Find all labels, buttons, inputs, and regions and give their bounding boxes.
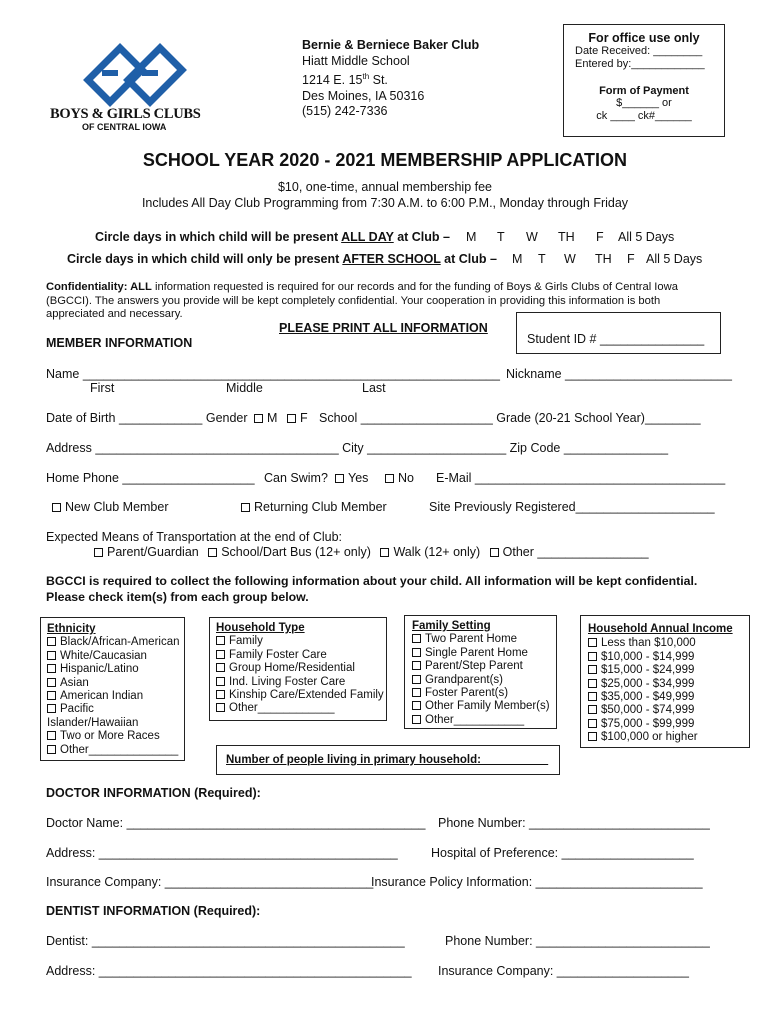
city-state-zip: Des Moines, IA 50316	[302, 88, 425, 103]
checkbox-icon[interactable]	[216, 663, 225, 672]
hospital-preference-field[interactable]: Hospital of Preference: ___________________	[431, 846, 694, 860]
checkbox-icon[interactable]	[588, 692, 597, 701]
after-school-monday[interactable]: M	[512, 252, 523, 266]
income-title: Household Annual Income	[588, 623, 733, 635]
checkbox-icon[interactable]	[216, 636, 225, 645]
address-city-zip-field[interactable]: Address ___________________________________ City ____________________ Zip Code _______________	[46, 441, 669, 455]
ethnicity-option[interactable]: Asian	[47, 677, 184, 690]
income-option[interactable]: $10,000 - $14,999	[588, 651, 749, 664]
checkbox-icon[interactable]	[412, 701, 421, 710]
all-day-wednesday[interactable]: W	[526, 230, 538, 244]
all-day-label: Circle days in which child will be present ALL DAY at Club –	[95, 230, 450, 244]
ethnicity-box	[40, 617, 185, 761]
ethnicity-option[interactable]: Two or More Races	[47, 730, 184, 743]
new-member-option[interactable]: New Club Member	[52, 500, 169, 514]
office-use-box	[563, 24, 725, 137]
checkbox-icon[interactable]	[588, 679, 597, 688]
programming-line: Includes All Day Club Programming from 7:30 A.M. to 6:00 P.M., Monday through Friday	[141, 196, 629, 210]
household-count-field[interactable]: Number of people living in primary household: __________	[226, 754, 549, 766]
dob-field[interactable]: Date of Birth ____________ Gender	[46, 411, 248, 425]
dentist-insurance-field[interactable]: Insurance Company: ___________________	[438, 964, 689, 978]
checkbox-icon[interactable]	[216, 690, 225, 699]
club-phone: (515) 242-7336	[302, 104, 388, 119]
income-option[interactable]: $50,000 - $74,999	[588, 704, 749, 717]
household-type-option[interactable]: Family	[216, 635, 386, 648]
checkbox-icon[interactable]	[216, 650, 225, 659]
checkbox-icon[interactable]	[287, 414, 296, 423]
income-option[interactable]: $100,000 or higher	[588, 731, 749, 744]
household-type-title: Household Type	[216, 622, 305, 634]
nickname-field[interactable]: Nickname ________________________	[506, 367, 732, 381]
bgcci-note: BGCCI is required to collect the following information about your child. All information will be kept confidential. Please check item(s) from each group below.	[46, 574, 698, 604]
transport-other-option[interactable]: Other ________________	[490, 545, 649, 559]
checkbox-icon[interactable]	[385, 474, 394, 483]
checkbox-icon[interactable]	[412, 675, 421, 684]
site-previously-field[interactable]: Site Previously Registered____________________	[429, 500, 715, 514]
payment-check: ck ____ ck#______	[596, 110, 692, 122]
checkbox-icon[interactable]	[588, 705, 597, 714]
dentist-info-heading: DENTIST INFORMATION (Required):	[46, 904, 261, 918]
member-info-heading: MEMBER INFORMATION	[46, 336, 193, 350]
checkbox-icon[interactable]	[335, 474, 344, 483]
student-id-field[interactable]: Student ID # _______________	[527, 332, 705, 346]
checkbox-icon[interactable]	[490, 548, 499, 557]
family-setting-title: Family Setting	[412, 620, 491, 632]
logo-subtitle: OF CENTRAL IOWA	[82, 122, 167, 132]
doctor-address-field[interactable]: Address: ___________________________________________	[46, 846, 398, 860]
checkbox-icon[interactable]	[412, 648, 421, 657]
returning-member-option[interactable]: Returning Club Member	[241, 500, 387, 514]
household-type-option[interactable]: Kinship Care/Extended Family	[216, 689, 386, 702]
page-title: SCHOOL YEAR 2020 - 2021 MEMBERSHIP APPLICATION	[142, 150, 628, 170]
name-first-label: First	[90, 381, 115, 395]
payment-amount: $______ or	[616, 97, 672, 109]
transport-options	[94, 545, 649, 559]
checkbox-icon[interactable]	[208, 548, 217, 557]
family-setting-option[interactable]: Other Family Member(s)	[412, 700, 556, 713]
checkbox-icon[interactable]	[412, 688, 421, 697]
checkbox-icon[interactable]	[254, 414, 263, 423]
club-address	[302, 38, 479, 120]
school-grade-field[interactable]: School ___________________ Grade (20-21 School Year)________	[319, 411, 701, 425]
checkbox-icon[interactable]	[412, 661, 421, 670]
doctor-phone-field[interactable]: Phone Number: __________________________	[438, 816, 710, 830]
family-setting-option[interactable]: Grandparent(s)	[412, 674, 556, 687]
all-day-all-days[interactable]: All 5 Days	[618, 230, 675, 244]
confidentiality-note: Confidentiality: ALL information requested is required for our records and for the funding of Boys & Girls Clubs of Central Iowa (BGCCI). The answers you provide will be kept completely confidential. Your cooperation in providing this information is both appreciated and necessary.	[46, 281, 678, 320]
income-box	[580, 615, 750, 748]
gender-female-option[interactable]: F	[287, 411, 308, 425]
student-id-box	[516, 312, 721, 354]
checkbox-icon[interactable]	[588, 638, 597, 647]
club-name: Bernie & Berniece Baker Club	[302, 38, 480, 52]
ethnicity-title: Ethnicity	[47, 623, 96, 635]
checkbox-icon[interactable]	[94, 548, 103, 557]
checkbox-icon[interactable]	[241, 503, 250, 512]
insurance-policy-field[interactable]: Insurance Policy Information: ________________________	[371, 875, 703, 889]
checkbox-icon[interactable]	[216, 703, 225, 712]
household-type-option[interactable]: Ind. Living Foster Care	[216, 676, 386, 689]
clubs-logo-icon	[80, 40, 190, 110]
checkbox-icon[interactable]	[216, 677, 225, 686]
checkbox-icon[interactable]	[588, 732, 597, 741]
street-address: 1214 E. 15th St.	[302, 72, 388, 88]
family-setting-option[interactable]: Two Parent Home	[412, 633, 556, 646]
household-type-option[interactable]: Family Foster Care	[216, 649, 386, 662]
dentist-address-field[interactable]: Address: _____________________________________________	[46, 964, 412, 978]
ethnicity-option[interactable]: Hispanic/Latino	[47, 663, 184, 676]
transport-label: Expected Means of Transportation at the end of Club:	[46, 530, 343, 544]
all-day-friday[interactable]: F	[596, 230, 604, 244]
school-name: Hiatt Middle School	[302, 53, 410, 68]
checkbox-icon[interactable]	[47, 664, 56, 673]
after-school-wednesday[interactable]: W	[564, 252, 576, 266]
name-middle-label: Middle	[226, 381, 263, 395]
home-phone-field[interactable]: Home Phone ___________________	[46, 471, 255, 485]
please-print-heading: PLEASE PRINT ALL INFORMATION	[279, 321, 488, 335]
gender-male-option[interactable]: M	[254, 411, 277, 425]
income-option[interactable]: $75,000 - $99,999	[588, 718, 749, 731]
form-of-payment-label: Form of Payment	[599, 85, 689, 97]
transport-bus-option[interactable]: School/Dart Bus (12+ only)	[208, 545, 371, 559]
ethnicity-option[interactable]: Black/African-American	[47, 636, 184, 649]
checkbox-icon[interactable]	[47, 691, 56, 700]
all-day-monday[interactable]: M	[466, 230, 477, 244]
doctor-name-field[interactable]: Doctor Name: ___________________________________________	[46, 816, 426, 830]
after-school-label: Circle days in which child will only be present AFTER SCHOOL at Club –	[67, 252, 497, 266]
checkbox-icon[interactable]	[47, 731, 56, 740]
income-option[interactable]: $15,000 - $24,999	[588, 664, 749, 677]
email-field[interactable]: E-Mail ____________________________________	[436, 471, 726, 485]
ethnicity-option[interactable]: Pacific	[47, 703, 184, 716]
checkbox-icon[interactable]	[588, 652, 597, 661]
checkbox-icon[interactable]	[52, 503, 61, 512]
checkbox-icon[interactable]	[412, 715, 421, 724]
ethnicity-option[interactable]: White/Caucasian	[47, 650, 184, 663]
household-count-box	[216, 745, 560, 775]
checkbox-icon[interactable]	[588, 719, 597, 728]
household-type-option[interactable]: Group Home/Residential	[216, 662, 386, 675]
after-school-thursday[interactable]: TH	[595, 252, 612, 266]
entered-by: Entered by:____________	[575, 58, 705, 70]
name-last-label: Last	[362, 381, 386, 395]
can-swim-label: Can Swim?	[264, 471, 328, 485]
checkbox-icon[interactable]	[588, 665, 597, 674]
date-received: Date Received: ________	[575, 45, 703, 57]
family-setting-box	[404, 615, 557, 729]
all-day-thursday[interactable]: TH	[558, 230, 575, 244]
checkbox-icon[interactable]	[47, 704, 56, 713]
income-option[interactable]: Less than $10,000	[588, 637, 749, 650]
swim-yes-option[interactable]: Yes	[335, 471, 368, 485]
after-school-tuesday[interactable]: T	[538, 252, 546, 266]
fee-line: $10, one-time, annual membership fee	[277, 180, 492, 194]
transport-parent-option[interactable]: Parent/Guardian	[94, 545, 199, 559]
family-setting-option[interactable]: Foster Parent(s)	[412, 687, 556, 700]
income-option[interactable]: $25,000 - $34,999	[588, 678, 749, 691]
boys-girls-clubs-logo	[40, 38, 212, 138]
logo-name: BOYS & GIRLS CLUBS	[50, 106, 201, 122]
checkbox-icon[interactable]	[47, 651, 56, 660]
household-type-box	[209, 617, 387, 721]
office-use-title: For office use only	[588, 31, 700, 45]
checkbox-icon[interactable]	[47, 637, 56, 646]
checkbox-icon[interactable]	[412, 634, 421, 643]
income-option[interactable]: $35,000 - $49,999	[588, 691, 749, 704]
ethnicity-option[interactable]: Other______________	[47, 744, 184, 757]
checkbox-icon[interactable]	[47, 678, 56, 687]
checkbox-icon[interactable]	[47, 745, 56, 754]
dentist-name-field[interactable]: Dentist: _____________________________________________	[46, 934, 405, 948]
after-school-friday[interactable]: F	[627, 252, 635, 266]
household-type-option[interactable]: Other____________	[216, 702, 386, 715]
family-setting-option[interactable]: Parent/Step Parent	[412, 660, 556, 673]
family-setting-option[interactable]: Other___________	[412, 714, 556, 727]
all-day-tuesday[interactable]: T	[497, 230, 505, 244]
doctor-info-heading: DOCTOR INFORMATION (Required):	[46, 786, 261, 800]
ethnicity-option[interactable]: American Indian	[47, 690, 184, 703]
family-setting-option[interactable]: Single Parent Home	[412, 647, 556, 660]
checkbox-icon[interactable]	[380, 548, 389, 557]
insurance-company-field[interactable]: Insurance Company: ______________________________	[46, 875, 374, 889]
name-field[interactable]: Name ____________________________________________________________	[46, 367, 500, 381]
dentist-phone-field[interactable]: Phone Number: _________________________	[445, 934, 710, 948]
transport-walk-option[interactable]: Walk (12+ only)	[380, 545, 480, 559]
swim-no-option[interactable]: No	[385, 471, 414, 485]
after-school-all-days[interactable]: All 5 Days	[646, 252, 703, 266]
ethnicity-option-continued: Islander/Hawaiian	[47, 716, 139, 729]
